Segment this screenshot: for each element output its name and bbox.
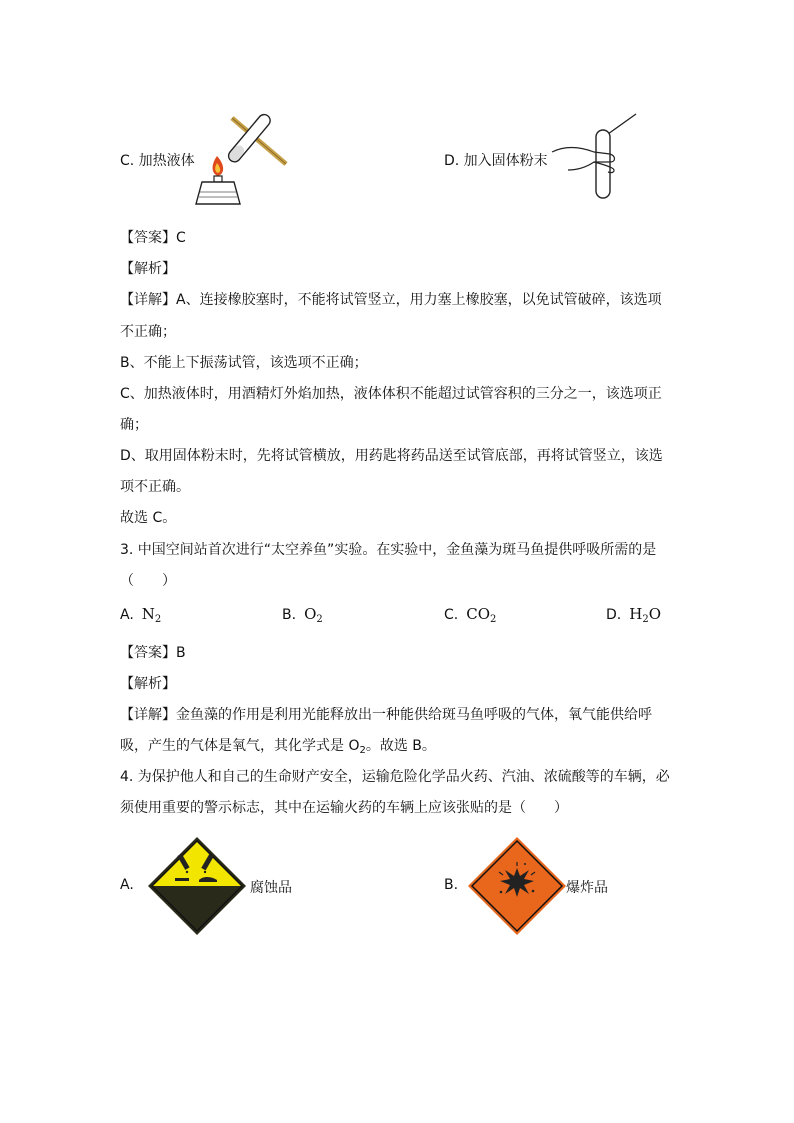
explosive-sign-icon (467, 836, 567, 936)
adding-powder-illustration (550, 110, 640, 205)
q3-option-b (282, 605, 323, 623)
q3-stem-blank: （ ） (120, 573, 176, 589)
q2-detail-line: C、加热液体时，用酒精灯外焰加热，液体体积不能超过试管容积的三分之一，该选项正 (120, 386, 662, 402)
q4-option-a-text: 腐蚀品 (250, 880, 292, 896)
q3-option-formula-tail: O (648, 605, 662, 623)
heating-liquid-illustration (190, 100, 300, 210)
q3-detail-subscript: 2 (359, 745, 366, 756)
q2-detail-line: 项不正确。 (120, 479, 190, 495)
q3-detail-line: 【详解】金鱼藻的作用是利用光能释放出一种能供给斑马鱼呼吸的气体，氧气能供给呼 (120, 707, 652, 723)
q3-option-subscript: 2 (154, 614, 162, 625)
q3-option-subscript: 2 (490, 614, 497, 625)
q3-detail-text-end: 。故选 B。 (365, 738, 436, 754)
q4-option-b-label: B. (444, 877, 459, 893)
q3-option-d (606, 605, 661, 623)
option-d-label: D. 加入固体粉末 (444, 153, 548, 169)
option-c-label: C. 加热液体 (120, 153, 195, 169)
q2-detail-line: 确； (120, 417, 148, 433)
q3-option-label: A. (120, 607, 134, 623)
q3-option-formula: O (304, 605, 317, 623)
corrosive-sign-icon (147, 836, 247, 936)
q3-option-subscript: 2 (316, 614, 323, 625)
q3-detail-line-2 (120, 736, 436, 756)
q3-option-formula: H (629, 605, 643, 623)
q3-option-label: B. (282, 607, 297, 623)
q2-analysis-heading: 【解析】 (120, 261, 176, 277)
q3-analysis-heading: 【解析】 (120, 676, 176, 692)
q3-answer: 【答案】B (120, 645, 186, 661)
q2-detail-line: B、不能上下振荡试管，该选项不正确； (120, 355, 368, 371)
q3-option-formula: CO (466, 605, 491, 623)
q3-option-formula: N (141, 605, 155, 623)
q4-option-b-text: 爆炸品 (566, 880, 608, 896)
q4-option-a-label: A. (120, 877, 134, 893)
q3-stem: 3. 中国空间站首次进行“太空养鱼”实验。在实验中，金鱼藻为斑马鱼提供呼吸所需的是 (120, 542, 657, 558)
q3-option-subscript: 2 (642, 614, 649, 625)
q3-option-a (120, 605, 161, 623)
q3-option-c (444, 605, 496, 623)
q2-detail-line: 【详解】A、连接橡胶塞时，不能将试管竖立，用力塞上橡胶塞，以免试管破碎，该选项 (120, 292, 662, 308)
q2-answer: 【答案】C (120, 230, 186, 246)
q3-option-label: C. (444, 607, 459, 623)
q2-conclusion: 故选 C。 (120, 510, 177, 526)
q4-stem-line-2: 须使用重要的警示标志，其中在运输火药的车辆上应该张贴的是（ ） (120, 800, 568, 816)
q4-stem: 4. 为保护他人和自己的生命财产安全，运输危险化学品火药、汽油、浓硫酸等的车辆，必 (120, 769, 670, 785)
q3-detail-text: 吸，产生的气体是氧气，其化学式是 O (120, 738, 360, 754)
q3-option-label: D. (606, 607, 622, 623)
q2-detail-line: D、取用固体粉末时，先将试管横放，用药匙将药品送至试管底部，再将试管竖立，该选 (120, 448, 663, 464)
q2-detail-line: 不正确； (120, 324, 176, 340)
